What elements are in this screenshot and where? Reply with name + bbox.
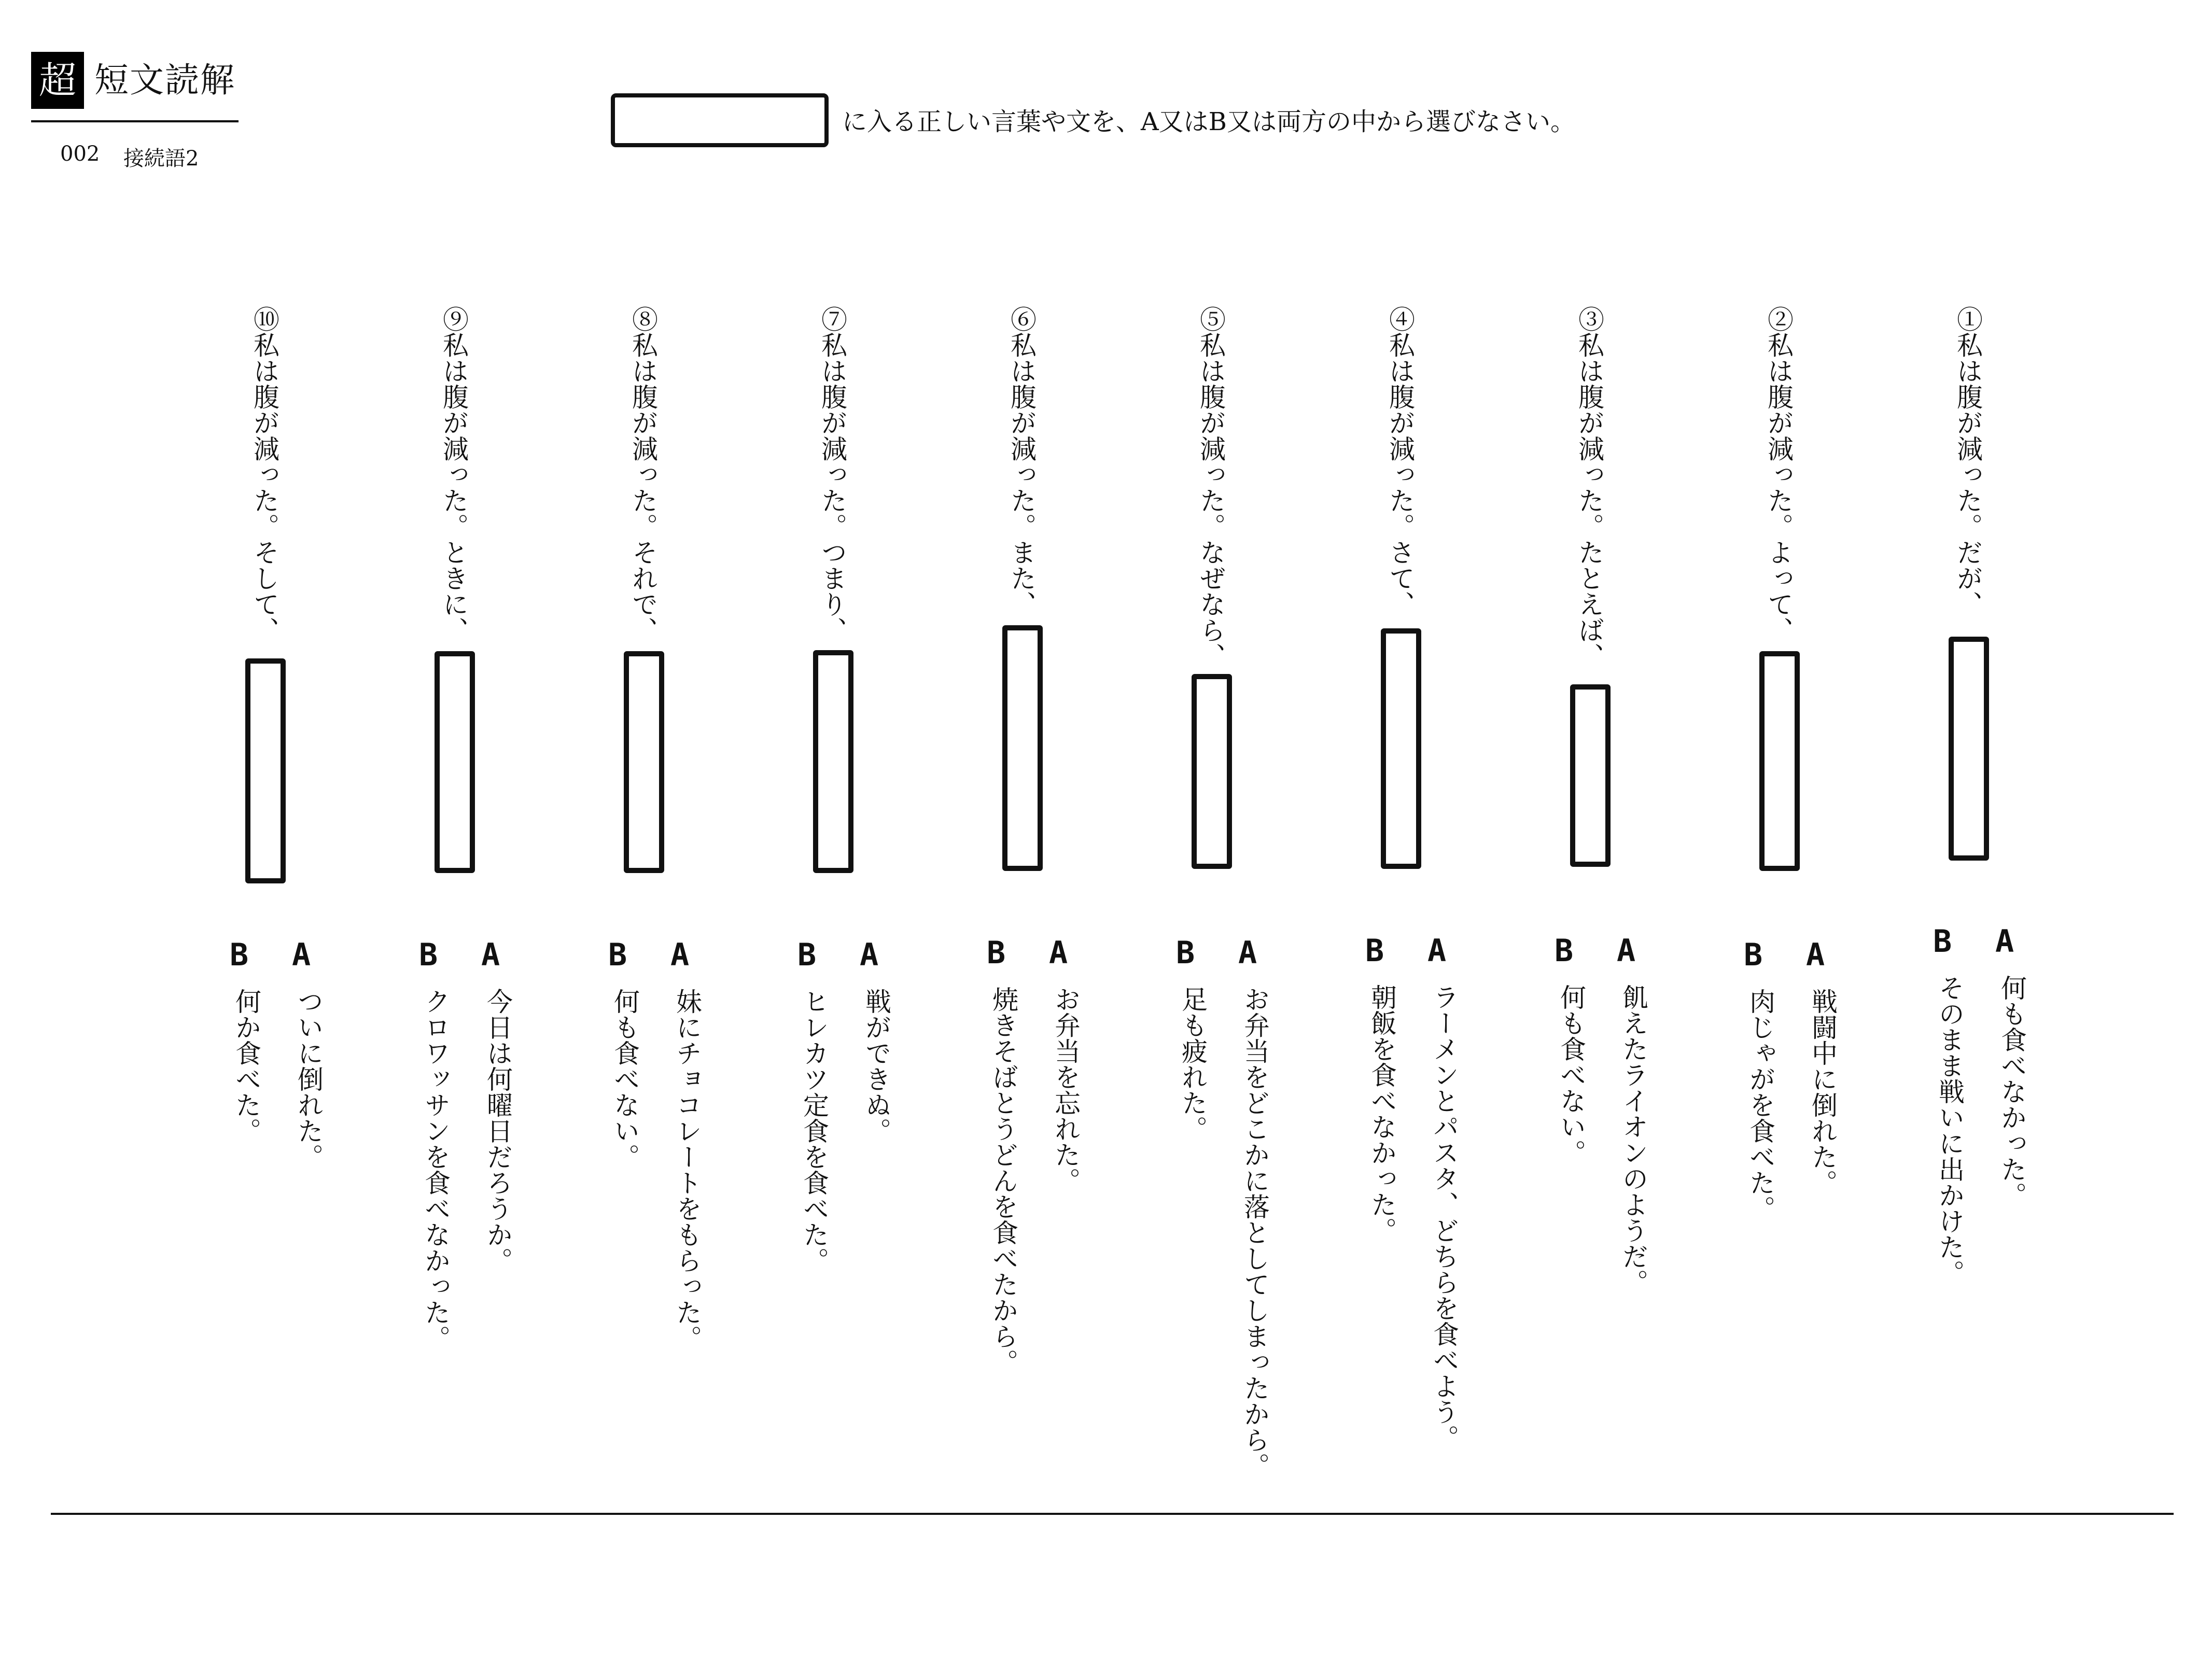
option-a-label: A xyxy=(670,937,690,973)
option-b-label: B xyxy=(1933,923,1952,960)
option-b-text: 何も食べない。 xyxy=(1556,984,1586,1165)
option-a-text: お弁当をどこかに落としてしまったから。 xyxy=(1240,986,1270,1479)
question-text: 私は腹が減った。なぜなら、 xyxy=(1196,332,1226,669)
question-text: 私は腹が減った。それで、 xyxy=(628,332,658,643)
question-7 xyxy=(752,0,907,1659)
option-a-text: ラーメンとパスタ、どちらを食べよう。 xyxy=(1429,984,1459,1451)
question-2 xyxy=(1698,0,1854,1659)
question-text: 私は腹が減った。また、 xyxy=(1006,332,1037,617)
option-b-label: B xyxy=(797,937,817,973)
option-a-label: A xyxy=(1617,933,1636,969)
option-b-text: 肉じゃがを食べた。 xyxy=(1745,988,1775,1221)
answer-box[interactable] xyxy=(1002,625,1043,871)
option-b-label: B xyxy=(1555,933,1574,969)
page-title: 短文読解 xyxy=(94,60,235,100)
option-a-text: 何も食べなかった。 xyxy=(1997,975,2027,1208)
option-a-label: A xyxy=(481,937,500,973)
question-text: 私は腹が減った。そして、 xyxy=(249,332,279,643)
question-text: 私は腹が減った。よって、 xyxy=(1763,332,1794,643)
question-1 xyxy=(1887,0,2043,1659)
answer-box[interactable] xyxy=(1949,637,1989,861)
option-a-label: A xyxy=(1806,937,1825,973)
option-b-text: クロワッサンを食べなかった。 xyxy=(421,988,451,1351)
question-number: ② xyxy=(1763,306,1794,332)
option-a-text: 妹にチョコレートをもらった。 xyxy=(672,988,702,1351)
answer-box[interactable] xyxy=(1759,651,1800,871)
answer-box[interactable] xyxy=(1192,674,1232,869)
option-a-text: お弁当を忘れた。 xyxy=(1051,986,1081,1193)
question-number: ⑩ xyxy=(249,306,279,332)
option-a-label: A xyxy=(1238,935,1257,971)
question-stem xyxy=(1006,306,1037,617)
answer-box[interactable] xyxy=(813,650,853,873)
option-a-text: 戦ができぬ。 xyxy=(861,988,891,1144)
question-stem xyxy=(251,306,277,643)
bottom-divider xyxy=(51,1513,2174,1515)
option-a-text: 戦闘中に倒れた。 xyxy=(1808,988,1838,1196)
question-3 xyxy=(1509,0,1664,1659)
option-a-text: 飢えたライオンのようだ。 xyxy=(1618,984,1648,1295)
option-a-label: A xyxy=(1995,923,2014,960)
question-number: ① xyxy=(1953,306,1983,332)
option-b-label: B xyxy=(419,937,438,973)
question-text: 私は腹が減った。つまり、 xyxy=(817,332,847,643)
question-number: ⑨ xyxy=(439,306,469,332)
answer-box[interactable] xyxy=(435,651,475,873)
option-b-label: B xyxy=(1176,935,1195,971)
option-b-text: 何か食べた。 xyxy=(231,988,261,1144)
question-number: ③ xyxy=(1574,306,1604,332)
question-stem xyxy=(1387,306,1413,617)
option-a-label: A xyxy=(1427,933,1447,969)
question-text: 私は腹が減った。ときに、 xyxy=(439,332,469,643)
option-b-label: B xyxy=(608,937,627,973)
option-b-text: 朝飯を食べなかった。 xyxy=(1367,984,1397,1243)
option-b-text: 焼きそばとうどんを食べたから。 xyxy=(988,986,1018,1375)
option-a-label: A xyxy=(292,937,311,973)
option-b-text: そのまま戦いに出かけた。 xyxy=(1935,975,1965,1286)
question-stem xyxy=(1763,306,1794,643)
question-number: ⑦ xyxy=(817,306,847,332)
option-b-label: B xyxy=(230,937,249,973)
question-stem xyxy=(819,306,845,643)
answer-box[interactable] xyxy=(1381,628,1421,869)
option-a-text: 今日は何曜日だろうか。 xyxy=(483,988,513,1273)
option-b-label: B xyxy=(1365,933,1384,969)
question-stem xyxy=(630,306,656,643)
answer-box[interactable] xyxy=(1570,684,1611,867)
option-b-label: B xyxy=(987,935,1006,971)
question-number: ④ xyxy=(1385,306,1415,332)
answer-box[interactable] xyxy=(245,658,286,883)
option-b-text: 何も食べない。 xyxy=(610,988,640,1170)
option-b-text: ヒレカツ定食を食べた。 xyxy=(799,988,829,1273)
question-number: ⑧ xyxy=(628,306,658,332)
answer-box[interactable] xyxy=(624,651,664,873)
option-b-text: 足も疲れた。 xyxy=(1178,986,1208,1142)
question-number: ⑤ xyxy=(1196,306,1226,332)
question-stem xyxy=(441,306,467,643)
title-chip: 超 xyxy=(31,52,84,109)
question-text: 私は腹が減った。さて、 xyxy=(1385,332,1415,617)
question-stem xyxy=(1576,306,1602,669)
worksheet-subtitle: 接続語2 xyxy=(123,147,199,171)
instruction-text: に入る正しい言葉や文を、A又はB又は両方の中から選びなさい。 xyxy=(842,107,1575,136)
question-10 xyxy=(184,0,340,1659)
question-text: 私は腹が減った。だが、 xyxy=(1953,332,1983,617)
question-8 xyxy=(563,0,718,1659)
option-b-label: B xyxy=(1744,937,1763,973)
worksheet-number: 002 xyxy=(60,142,100,166)
question-text: 私は腹が減った。たとえば、 xyxy=(1574,332,1604,669)
option-a-text: ついに倒れた。 xyxy=(293,988,324,1170)
question-5 xyxy=(1130,0,1286,1659)
option-a-label: A xyxy=(860,937,879,973)
question-9 xyxy=(373,0,529,1659)
question-6 xyxy=(941,0,1097,1659)
question-stem xyxy=(1955,306,1981,617)
question-number: ⑥ xyxy=(1006,306,1037,332)
question-stem xyxy=(1198,306,1224,669)
question-4 xyxy=(1320,0,1475,1659)
option-a-label: A xyxy=(1049,935,1068,971)
